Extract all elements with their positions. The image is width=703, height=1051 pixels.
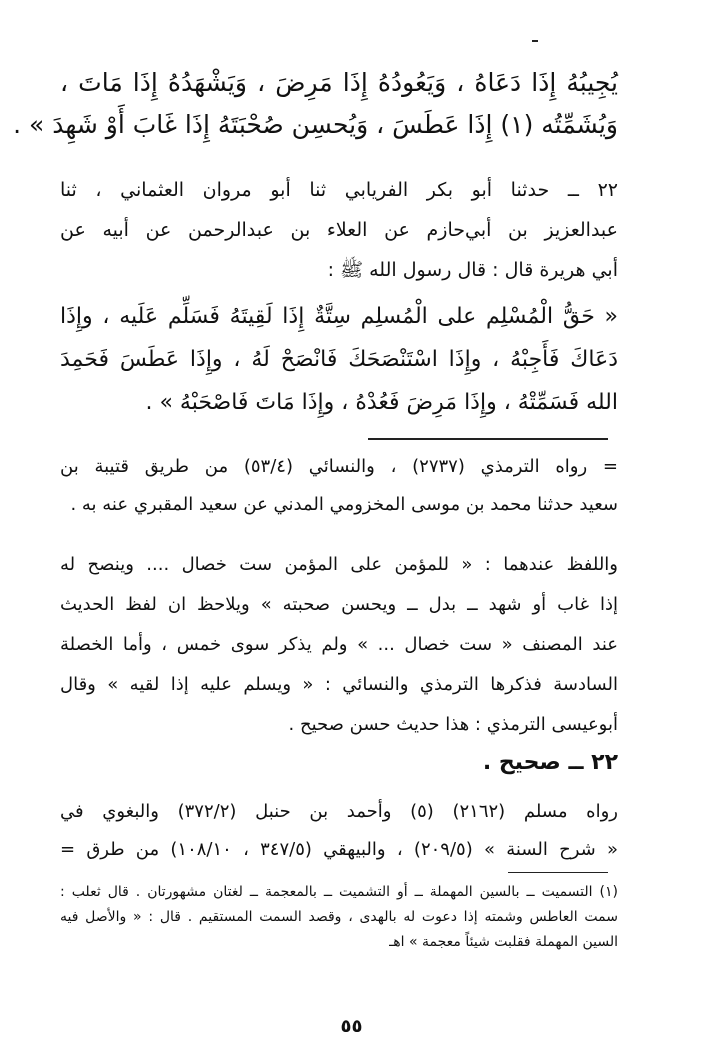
text-line: واللفظ عندهما : « للمؤمن على المؤمن ست خصال .... وينصح له [60,554,618,575]
text-line: السادسة فذكرها الترمذي والنسائي : « ويسلم عليه إذا لقيه » وقال [60,674,618,695]
text-line: السين المهملة فقلبت شيئاً معجمة » اهـ [389,934,618,950]
text-line: عبدالعزيز بن أبي‌حازم عن العلاء بن عبدالرحمن عن أبيه عن [60,219,618,241]
text-line: أبوعيسى الترمذي : هذا حديث حسن صحيح . [288,714,618,735]
hadith-21-continuation [13,62,618,146]
takhrij-previous [60,448,618,524]
text-line: « حَقُّ الْمُسْلِم على الْمُسلِم سِتَّةٌ إِذَا لَقِيتَهُ فَسَلِّم عَلَيه ، وإِذَا [60,304,618,329]
text-line: « شرح السنة » (٢٠٩/٥) ، والبيهقي (٣٤٧/٥ ، ١٠٨/١٠) من طرق = [60,839,618,860]
page-top-mark [532,40,538,42]
text-line: سمت العاطس وشمته إذا دعوت له بالهدى ، وقصد السمت المستقيم . قال : « والأصل فيه [60,909,618,925]
text-line: دَعَاكَ فَأَجِبْهُ ، وإِذَا اسْتَنْصَحَكَ فَانْصَحْ لَهُ ، وإِذَا عَطَسَ فَحَمِدَ [60,347,618,372]
footnote [60,880,618,955]
text-line: أبي هريرة قال : قال رسول الله ﷺ : [327,259,618,281]
text-line: يُجِيبُهُ إِذَا دَعَاهُ ، وَيَعُودُهُ إِذَا مَرِضَ ، وَيَشْهَدُهُ إِذَا مَاتَ ، [60,68,618,97]
text-line: رواه مسلم (٢١٦٢) (٥) وأحمد بن حنبل (٣٧٢/٢) والبغوي في [60,801,618,822]
text-line: عند المصنف « ست خصال ... » ولم يذكر سوى خمس ، وأما الخصلة [60,634,618,655]
hadith-22-matn [60,295,618,424]
hadith-22-isnad [60,170,618,290]
text-line: (١) التسميت ــ بالسين المهملة ــ أو التشميت ــ بالمعجمة ــ لغتان مشهورتان . قال ثعلب : [60,884,618,900]
footnote-divider [508,872,608,873]
text-line: = رواه الترمذي (٢٧٣٧) ، والنسائي (٥٣/٤) من طريق قتيبة بن [60,456,618,477]
section-divider [368,438,608,440]
text-line: ٢٢ ــ حدثنا أبو بكر الفريابي ثنا أبو مروان العثماني ، ثنا [60,179,618,201]
takhrij-hadith-22 [60,793,618,869]
wording-commentary [60,545,618,745]
text-line: الله فَسَمِّتْهُ ، وإِذَا مَرِضَ فَعُدْهُ ، وإِذَا مَاتَ فَاصْحَبْهُ » . [145,390,618,415]
page-number: ٥٥ [340,1016,363,1037]
text-line: إذا غاب أو شهد ــ بدل ــ ويحسن صحبته » ويلاحظ ان لفظ الحديث [60,594,618,615]
hadith-22-grade-heading: ٢٢ ــ صحيح . [482,750,618,775]
text-line: وَيُشَمِّتُه (١) إِذَا عَطَسَ ، وَيُحسِن صُحْبَتَهُ إِذَا غَابَ أَوْ شَهِدَ » . [13,110,618,139]
text-line: سعيد حدثنا محمد بن موسى المخزومي المدني عن سعيد المقبري عنه به . [70,494,618,515]
